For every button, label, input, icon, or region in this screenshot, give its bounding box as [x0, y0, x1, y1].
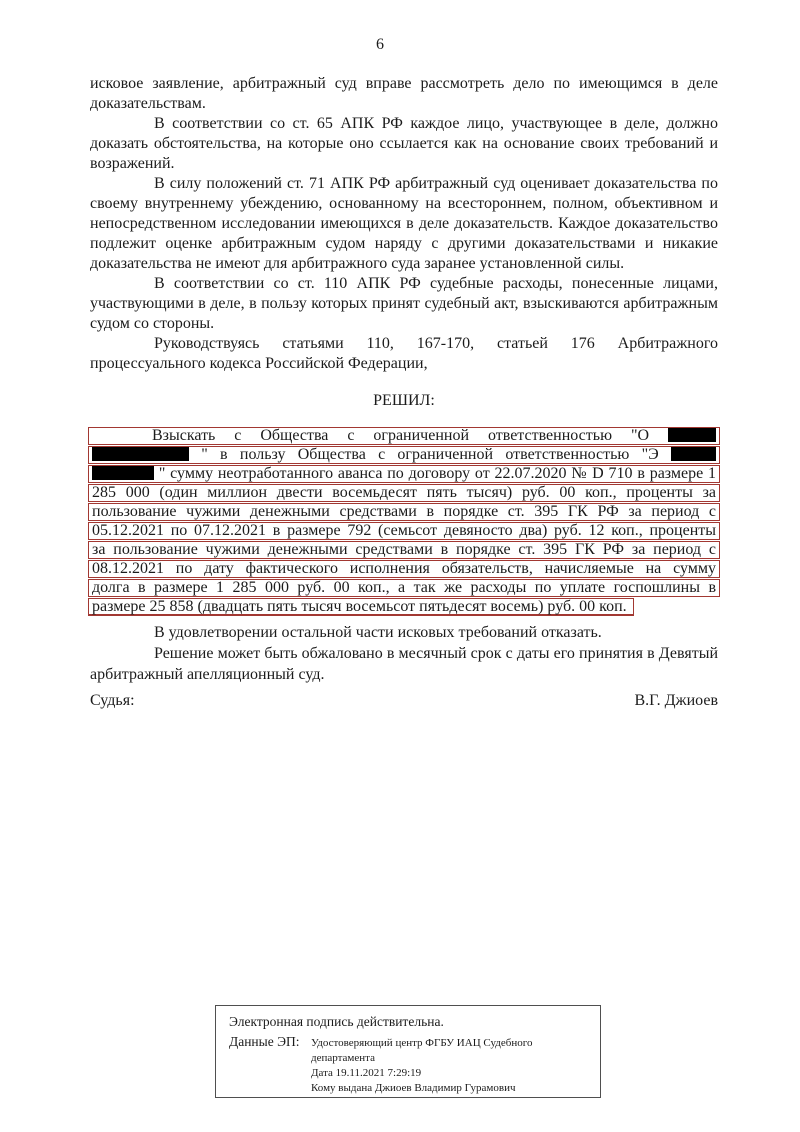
- stamp-detail-line: Кому выдана Джиоев Владимир Гурамович: [311, 1082, 516, 1094]
- closing-paragraph: Решение может быть обжаловано в месячный срок с даты его принятия в Девятый арбитражный апелляционный суд.: [90, 645, 718, 683]
- resolution-line-text: за пользование чужими денежными средствами в порядке ст. 395 ГК РФ за период с: [92, 541, 716, 558]
- resolution-line: [88, 522, 720, 540]
- body-paragraph: В силу положений ст. 71 АПК РФ арбитражный суд оценивает доказательства по своему внутреннему убеждению, основанному на всестороннем, полном, объективном и непосредственном исследовании имеющихся в деле доказательств. Каждое доказательство подлежит оценке арбитражным судом наряду с другими доказательствами и никакие доказательства не имеют для арбитражного суда заранее установленной силы.: [90, 175, 718, 272]
- resolution-line-text: пользование чужими денежными средствами в порядке ст. 395 ГК РФ за период с: [92, 503, 716, 520]
- stamp-data-label: Данные ЭП:: [229, 1034, 300, 1049]
- closing-text: [90, 622, 718, 685]
- resolution-block: [88, 427, 720, 617]
- resolution-line: [88, 484, 720, 502]
- body-text: [90, 74, 718, 374]
- resolution-line-text: Взыскать с Общества с ограниченной ответственностью "О: [152, 427, 650, 444]
- judge-signature-row: [90, 692, 718, 710]
- resolution-line: [88, 598, 634, 616]
- redaction-block: [671, 447, 716, 461]
- resolution-line-text: долга в размере 1 285 000 руб. 00 коп., а так же расходы по уплате госпошлины в: [92, 579, 716, 596]
- resolution-line: [88, 446, 720, 464]
- resolution-heading: РЕШИЛ:: [373, 392, 435, 409]
- electronic-signature-stamp: [215, 1005, 601, 1098]
- closing-paragraph: В удовлетворении остальной части исковых требований отказать.: [154, 624, 602, 641]
- resolution-line: [88, 503, 720, 521]
- stamp-detail-line: департамента: [311, 1052, 375, 1064]
- body-paragraph: В соответствии со ст. 65 АПК РФ каждое лицо, участвующее в деле, должно доказать обстоятельства, на которые оно ссылается как на основание своих требований и возражений.: [90, 115, 718, 172]
- resolution-line: [88, 579, 720, 597]
- page-number: 6: [376, 36, 384, 53]
- redaction-block: [92, 466, 154, 480]
- redaction-block: [92, 447, 189, 461]
- resolution-line-text: " в пользу Общества с ограниченной ответственностью "Э: [201, 446, 659, 463]
- resolution-line: [88, 465, 720, 483]
- judge-name: В.Г. Джиоев: [634, 692, 718, 709]
- resolution-line-text: 08.12.2021 по дату фактического исполнения обязательств, начисляемые на сумму: [92, 560, 716, 577]
- resolution-line: [88, 541, 720, 559]
- resolution-line-text: " сумму неотработанного аванса по договору от 22.07.2020 № D 710 в размере 1: [158, 465, 717, 482]
- stamp-detail-line: Дата 19.11.2021 7:29:19: [311, 1067, 422, 1079]
- stamp-title: Электронная подпись действительна.: [229, 1014, 444, 1029]
- resolution-line-text: 285 000 (один миллион двести восемьдесят пять тысяч) руб. 00 коп., проценты за: [92, 484, 716, 501]
- resolution-line: [88, 427, 720, 445]
- body-paragraph: Руководствуясь статьями 110, 167-170, статьей 176 Арбитражного процессуального кодекса Российской Федерации,: [90, 335, 718, 372]
- body-paragraph: В соответствии со ст. 110 АПК РФ судебные расходы, понесенные лицами, участвующими в деле, в пользу которых принят судебный акт, взыскиваются арбитражным судом со стороны.: [90, 275, 718, 332]
- redaction-block: [668, 428, 716, 442]
- stamp-details: [311, 1034, 532, 1096]
- resolution-line: [88, 560, 720, 578]
- body-paragraph: исковое заявление, арбитражный суд вправе рассмотреть дело по имеющимся в деле доказательствам.: [90, 75, 718, 112]
- stamp-detail-line: Удостоверяющий центр ФГБУ ИАЦ Судебного: [311, 1037, 533, 1049]
- stamp-data-row: [229, 1034, 588, 1096]
- judge-label: Судья:: [90, 692, 135, 709]
- resolution-line-text: размере 25 858 (двадцать пять тысяч восемьсот пятьдесят восемь) руб. 00 коп.: [92, 598, 627, 615]
- resolution-line-text: 05.12.2021 по 07.12.2021 в размере 792 (семьсот девяносто два) руб. 12 коп., проценты: [92, 522, 716, 539]
